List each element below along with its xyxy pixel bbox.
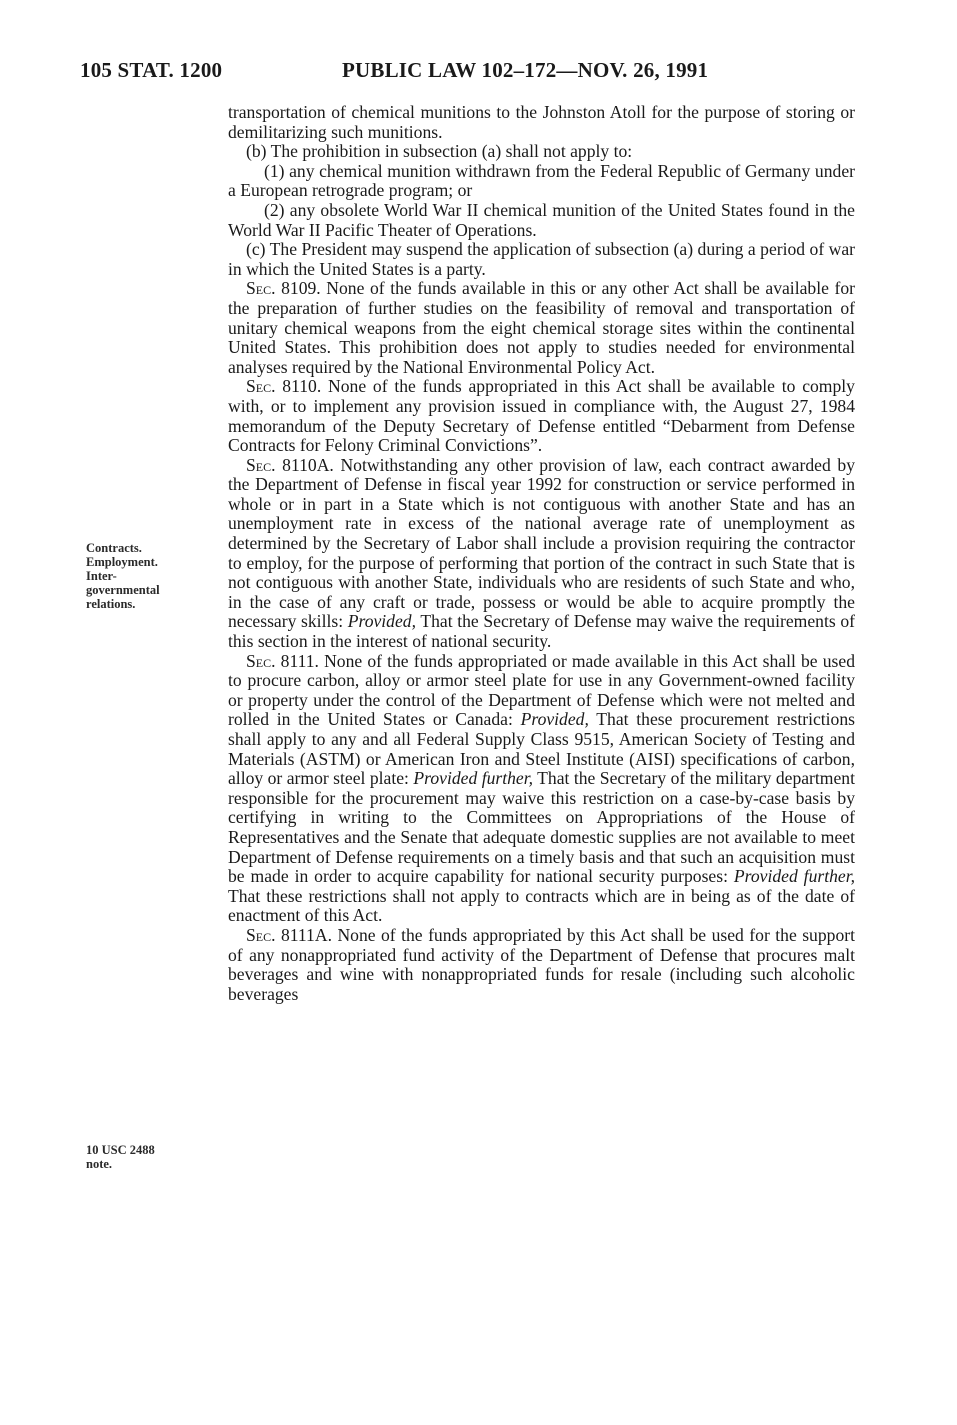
section-text: That these procurement restrictions shall apply to any and all Federal Supply Class 9515, American Society of Testing and Materials (ASTM) or American Iron and Steel Institute (AISI) specifications of carbon, alloy or armor steel plate: xyxy=(228,709,855,789)
margin-note-line: 10 USC 2488 xyxy=(86,1143,155,1157)
clause-2: (2) any obsolete World War II chemical munition of the United States found in the World War II Pacific Theater of Operations. xyxy=(228,199,855,240)
section-text: That these restrictions shall not apply to contracts which are in being as of the date of enactment of this Act. xyxy=(228,885,855,926)
page-header xyxy=(80,58,860,88)
section-text: That the Secretary of Defense may waive the requirements of this section in the interest of national security. xyxy=(228,611,855,652)
subsection-b: (b) The prohibition in subsection (a) shall not apply to: xyxy=(246,141,633,162)
section-text: That the Secretary of the military department responsible for the procurement may waive this restriction on a case-by-case basis by certifying in writing to the Committees on Appropriations of the House of Representatives and the Senate that adequate domestic supplies are not available to meet Department of Defense requirements on a timely basis and that such an acquisition must be made in order to acquire capability for national security purposes: xyxy=(228,768,855,887)
section-8111 xyxy=(228,652,855,926)
section-label: Sec. 8109. xyxy=(246,278,321,299)
clause-1: (1) any chemical munition withdrawn from the Federal Republic of Germany under a European retrograde program; or xyxy=(228,160,855,201)
margin-note-usc xyxy=(86,1143,206,1171)
statute-body xyxy=(228,103,855,1004)
margin-note-line: relations. xyxy=(86,597,136,611)
provided-clause: Provided further, xyxy=(733,866,855,887)
section-text: None of the funds appropriated in this Act shall be available to comply with, or to implement any provision issued in compliance with, the August 27, 1984 memorandum of the Deputy Secretary of Defense entitled “Debarment from Defense Contracts for Felony Criminal Convictions”. xyxy=(228,376,855,456)
section-text: None of the funds appropriated by this Act shall be used for the support of any nonappropriated fund activity of the Department of Defense that procures malt beverages and wine with nonappropriated funds for resale (including such alcoholic beverages xyxy=(228,924,855,1004)
statute-page-number: 105 STAT. 1200 xyxy=(80,58,223,82)
section-8110a xyxy=(228,456,855,652)
margin-note-line: Inter- xyxy=(86,569,117,583)
public-law-title: PUBLIC LAW 102–172—NOV. 26, 1991 xyxy=(342,58,709,82)
section-label: Sec. 8111A. xyxy=(246,924,332,945)
provided-clause: Provided further, xyxy=(413,768,534,789)
margin-note-line: Contracts. xyxy=(86,541,142,555)
provided-clause: Provided, xyxy=(520,709,589,730)
section-8111a xyxy=(228,926,855,1004)
section-8110 xyxy=(228,377,855,455)
subsection-c: (c) The President may suspend the application of subsection (a) during a period of war in which the United States is a party. xyxy=(228,239,855,279)
section-label: Sec. 8111. xyxy=(246,650,319,671)
section-label: Sec. 8110. xyxy=(246,376,322,397)
section-text: None of the funds appropriated or made available in this Act shall be used to procure carbon, alloy or armor steel plate for use in any Government-owned facility or property under the control of the Department of Defense which were not melted and rolled in the United States or Canada: xyxy=(228,650,855,730)
provided-clause: Provided, xyxy=(347,611,416,632)
section-text: None of the funds available in this or any other Act shall be available for the preparation of further studies on the feasibility of removal and transportation of unitary chemical weapons from the eight chemical storage sites within the continental United States. This prohibition does not apply to studies needed for environmental analyses required by the National Environmental Policy Act. xyxy=(228,278,855,377)
section-label: Sec. 8110A. xyxy=(246,454,334,475)
section-text: Notwithstanding any other provision of law, each contract awarded by the Department of Defense in fiscal year 1992 for construction or service performed in whole or in part in a State which is not contiguous with another State and has an unemployment rate in excess of the national average rate of unemployment as determined by the Secretary of Labor shall include a provision requiring the contractor to employ, for the purpose of performing that portion of the contract in such State that is not contiguous with another State, individuals who are residents of such State and who, in the case of any craft or trade, possess or would be able to acquire promptly the necessary skills: xyxy=(228,454,855,632)
paragraph-continuation: transportation of chemical munitions to the Johnston Atoll for the purpose of storing or demilitarizing such munitions. xyxy=(228,102,855,142)
section-8109 xyxy=(228,279,855,377)
margin-note-line: Employment. xyxy=(86,555,158,569)
margin-note-line: note. xyxy=(86,1157,113,1171)
margin-note-line: governmental xyxy=(86,583,160,597)
margin-note-contracts xyxy=(86,541,206,611)
